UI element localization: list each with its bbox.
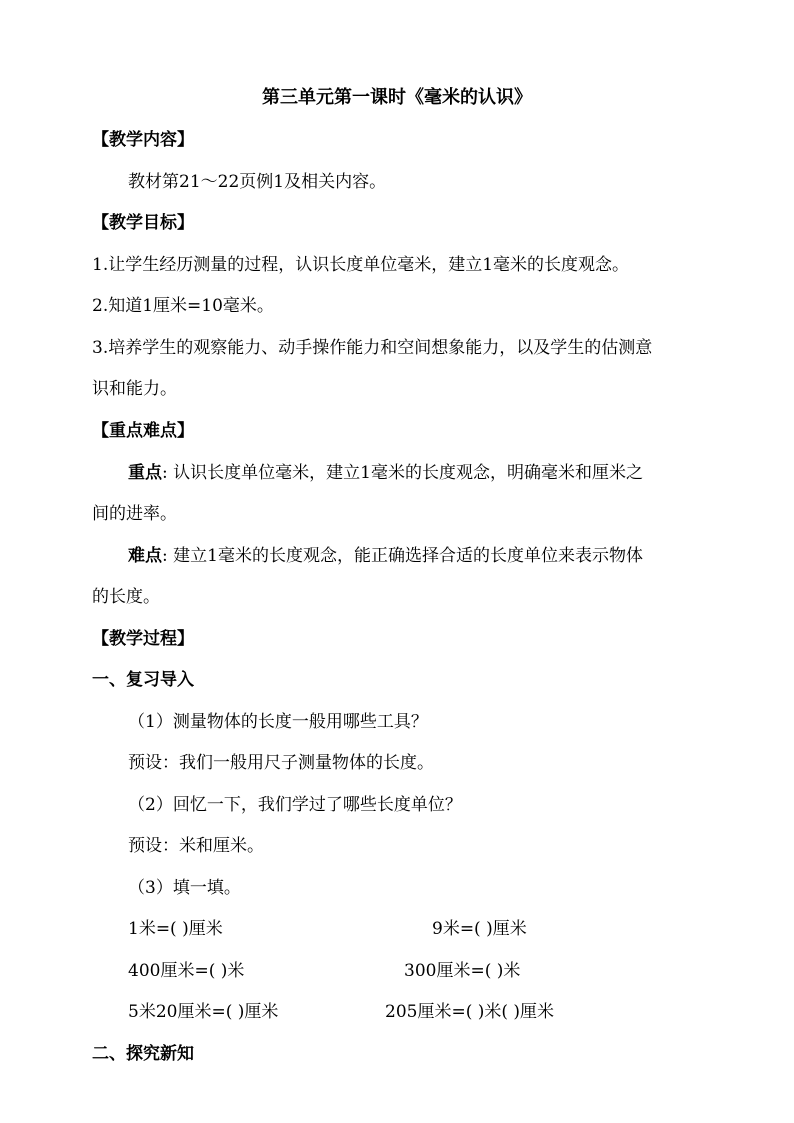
key-point-line1 <box>128 463 643 483</box>
part2-heading: 二、探究新知 <box>92 1044 194 1064</box>
section-heading-objectives: 【教学目标】 <box>92 213 194 233</box>
difficulty-text: : 建立1毫米的长度观念，能正确选择合适的长度单位来表示物体 <box>162 546 643 566</box>
page-title: 第三单元第一课时《毫米的认识》 <box>262 87 532 108</box>
objective-item-3-line1: 3.培养学生的观察能力、动手操作能力和空间想象能力，以及学生的估测意 <box>92 338 653 358</box>
part1-heading: 一、复习导入 <box>92 670 194 690</box>
fill-r2c2: 300厘米=( )米 <box>404 961 521 981</box>
fill-r3c1: 5米20厘米=( )厘米 <box>128 1002 279 1022</box>
key-point-label: 重点 <box>128 463 162 483</box>
objective-item-2: 2.知道1厘米=10毫米。 <box>92 296 274 316</box>
fill-r3c2: 205厘米=( )米( )厘米 <box>385 1002 555 1022</box>
question-1: （1）测量物体的长度一般用哪些工具？ <box>128 712 428 732</box>
answer-2: 预设：米和厘米。 <box>128 836 264 856</box>
section-heading-process: 【教学过程】 <box>92 629 194 649</box>
key-point-text: : 认识长度单位毫米，建立1毫米的长度观念，明确毫米和厘米之 <box>162 463 643 483</box>
fill-r2c1: 400厘米=( )米 <box>128 961 245 981</box>
difficulty-line1 <box>128 546 643 566</box>
difficulty-label: 难点 <box>128 546 162 566</box>
difficulty-line2: 的长度。 <box>92 587 160 607</box>
section-heading-content: 【教学内容】 <box>92 130 194 150</box>
question-3: （3）填一填。 <box>128 878 241 898</box>
objective-item-1: 1.让学生经历测量的过程，认识长度单位毫米，建立1毫米的长度观念。 <box>92 255 630 275</box>
section-heading-keypoints: 【重点难点】 <box>92 421 194 441</box>
fill-r1c2: 9米=( )厘米 <box>432 919 527 939</box>
key-point-line2: 间的进率。 <box>92 504 177 524</box>
objective-item-3-line2: 识和能力。 <box>92 379 177 399</box>
fill-r1c1: 1米=( )厘米 <box>128 919 223 939</box>
answer-1: 预设：我们一般用尺子测量物体的长度。 <box>128 753 434 773</box>
question-2: （2）回忆一下，我们学过了哪些长度单位？ <box>128 795 462 815</box>
content-text: 教材第21～22页例1及相关内容。 <box>128 172 387 192</box>
